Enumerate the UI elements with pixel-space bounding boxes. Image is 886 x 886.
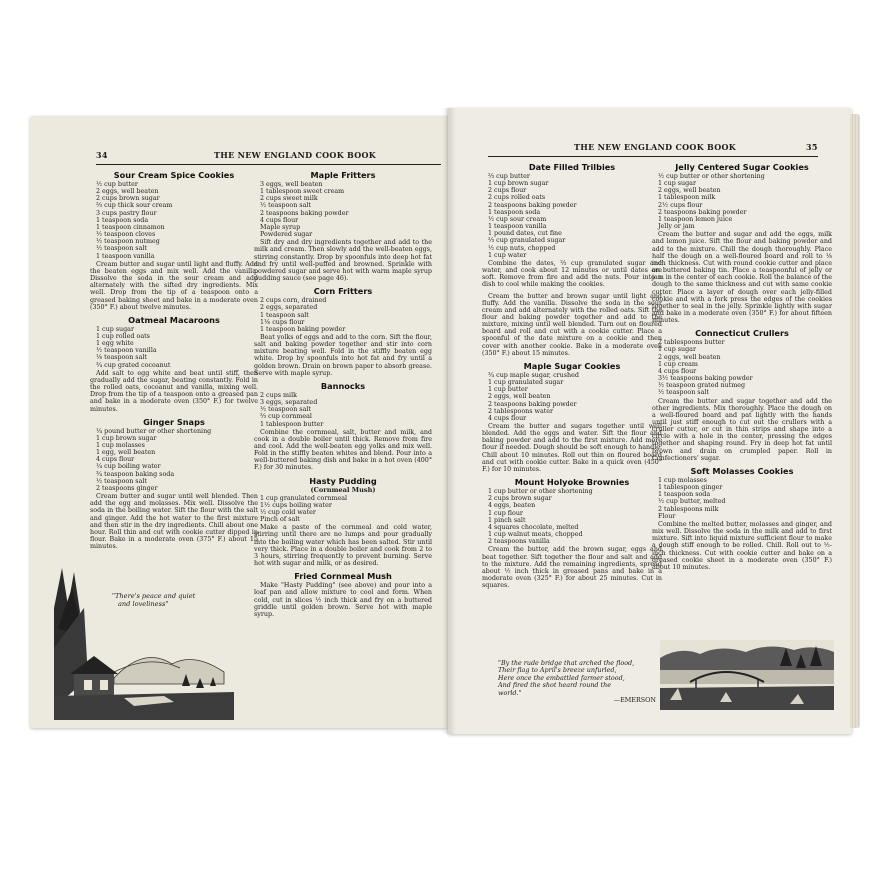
ingredient-list (254, 495, 432, 524)
ingredient-list (254, 181, 432, 238)
recipe-title: Maple Sugar Cookies (523, 360, 621, 371)
ingredient: 2 cups flour (488, 187, 527, 195)
recipe (90, 170, 258, 311)
ingredient: 1⅛ cups flour (260, 318, 305, 326)
ingredient: 2 tablespoons butter (658, 339, 725, 347)
ingredient: 1 tablespoon butter (260, 420, 324, 428)
recipe (482, 477, 662, 589)
ingredient: 4 squares chocolate, melted (488, 523, 579, 531)
quote-attribution: —EMERSON (613, 696, 656, 705)
ingredient: 1 tablespoon ginger (658, 484, 723, 492)
ingredient: 1½ cups boiling water (260, 501, 332, 509)
ingredient: 2 cups brown sugar (488, 495, 552, 503)
ingredient: ½ teaspoon grated nutmeg (658, 382, 746, 390)
left-page (30, 116, 448, 728)
recipe (652, 162, 832, 324)
recipe (254, 170, 432, 282)
recipe (254, 286, 432, 377)
ingredient: ½ teaspoon cloves (96, 231, 156, 239)
ingredient: 4 cups flour (488, 414, 527, 422)
recipe (254, 381, 432, 472)
ingredient: 2½ cups flour (658, 201, 703, 209)
recipe-method: Make "Hasty Pudding" (see above) and pour into a loaf pan and allow mixture to cool and form. When cold, cut in slices ½ inch thick and fry on a buttered griddle until golden brown. Serve hot with maple syrup. (254, 582, 432, 618)
ingredient: ¾ teaspoon baking soda (96, 470, 175, 478)
recipe (90, 315, 258, 413)
concord-bridge-illustration (660, 640, 834, 710)
recipe-method: Make a paste of the cornmeal and cold water, stirring until there are no lumps and pour gradually into the boiling water which has been salted. Stir until very thick. Place in a double boiler and cook from 2 to 3 hours, stirring frequently to prevent burning. Serve hot with sugar and milk, or as desired. (254, 524, 432, 568)
ingredient: 1 tablespoon sweet cream (260, 188, 345, 196)
recipe-method: Cream butter and sugar until well blended. Then add the egg and molasses. Mix well. Dissolve the soda in the boiling water. Sift the flour with the salt and ginger. Add the hot water to the first mixture and then stir in the dry ingredients. Chill about one hour. Roll thin and cut with cookie cutter dipped in flour. Bake in a moderate oven (375° F.) about 15 minutes. (90, 493, 258, 551)
right-page-header (488, 142, 828, 154)
ingredient: 4 cups flour (260, 216, 299, 224)
ingredient: ⅔ cup cornmeal (260, 413, 312, 421)
ingredient: 1 cup rolled oats (96, 332, 150, 340)
recipe-title: Mount Holyoke Brownies (514, 477, 630, 488)
right-column-2 (652, 162, 832, 575)
ingredient: ¾ cup maple sugar, crushed (488, 371, 579, 379)
ingredient: 1 cup walnut meats, chopped (488, 531, 583, 539)
ingredient: 1 teaspoon vanilla (488, 223, 547, 231)
book-spine (442, 108, 456, 734)
recipe-method: Cream the butter and sugar together and add the other ingredients. Mix thoroughly. Place the dough on a well-floured board and pat lightly with the hands until just stiff enough to cut out the crullers with a cruller cutter, or cut in thin strips and shape into a circle with a hole in the center, pressing the edges together and shaping round. Fry in deep hot fat until brown and drain on crumpled paper. Roll in Confectioners' sugar. (652, 397, 832, 462)
ingredient: ½ cup butter, melted (658, 498, 726, 506)
ingredient: 3 cups pastry flour (96, 209, 157, 217)
ingredient-list (482, 372, 662, 422)
ingredient: 2 teaspoons baking powder (260, 209, 349, 217)
ingredient: 1 pinch salt (488, 516, 526, 524)
ingredient: 1 egg, well beaten (96, 449, 156, 457)
recipe-method: Combine the cornmeal, salt, butter and milk, and cook in a double boiler until thick. Remove from fire and cool. Add the well-beaten egg yolks and mix well. Fold in the stiffly beaten whites and blend. Pour into a well-buttered baking dish and bake in a hot oven (400° F.) for 30 minutes. (254, 428, 432, 472)
ingredient: 2 teaspoons baking powder (488, 400, 577, 408)
recipe-title: Corn Fritters (313, 286, 373, 297)
ingredient: 4 cups flour (658, 367, 697, 375)
recipe-title: Sour Cream Spice Cookies (113, 170, 235, 180)
ingredient: ½ cup nuts, chopped (488, 244, 556, 252)
ingredient: ½ cup sour cream (488, 215, 547, 223)
ingredient: 4 eggs, beaten (488, 502, 536, 510)
ingredient: 1 teaspoon soda (488, 208, 541, 216)
ingredient: 2 cups milk (260, 391, 297, 399)
right-page (448, 108, 852, 734)
ingredient: 2 eggs, well beaten (658, 353, 721, 361)
ingredient-list (482, 488, 662, 545)
ingredient: ¼ cup boiling water (96, 463, 161, 471)
ingredient: 2 teaspoons baking powder (488, 201, 577, 209)
recipe-method: Cream the butter and sugars together until well blended. Add the eggs and water. Sift the flour and baking powder and add to the first mixture. Add more flour if needed. Dough should be soft enough to handle. Chill about 10 minutes. Roll out thin on floured board and cut with cookie cutter. Bake in a quick oven (450° F.) for 10 minutes. (482, 423, 662, 473)
ingredient: 1 teaspoon cinnamon (96, 223, 165, 231)
ingredient: ½ teaspoon nutmeg (96, 238, 160, 246)
ingredient: ¾ cup grated cocoanut (96, 361, 171, 369)
ingredient: ½ teaspoon salt (96, 477, 147, 485)
ingredient: 2 tablespoons milk (658, 505, 719, 513)
recipe-title: Maple Fritters (310, 170, 376, 180)
ingredient: 2 eggs, well beaten (658, 187, 721, 195)
right-page-number: 35 (806, 142, 818, 152)
ingredient: 1 cup flour (488, 509, 523, 517)
left-column-2 (254, 170, 432, 622)
ingredient: 2 eggs, separated (260, 304, 318, 312)
right-page-quote (498, 660, 668, 704)
ingredient: 1 teaspoon salt (260, 311, 309, 319)
right-header-rule (488, 156, 818, 157)
recipe (482, 162, 662, 357)
ingredient: 1 cup molasses (96, 442, 145, 449)
recipe-title: Jelly Centered Sugar Cookies (675, 162, 809, 172)
ingredient: 4 cups flour (96, 456, 135, 464)
ingredient: 1 teaspoon lemon juice (658, 215, 733, 223)
ingredient-list (254, 392, 432, 428)
ingredient: 1 pound dates, cut fine (488, 230, 562, 238)
ingredient: 1 cup water (488, 251, 527, 259)
ingredient: ½ teaspoon salt (260, 202, 311, 210)
right-column-1 (482, 162, 662, 593)
ingredient: Jelly or jam (658, 223, 695, 231)
right-quote-line: Their flag to April's breeze unfurled, (498, 666, 617, 675)
right-quote-line: And fired the shot heard round the (498, 681, 612, 690)
ingredient: Maple syrup (260, 223, 301, 231)
ingredient-list (90, 428, 258, 492)
ingredient: 2 teaspoons baking powder (658, 208, 747, 216)
ingredient-list (652, 173, 832, 230)
ingredient: 1 teaspoon soda (96, 216, 149, 224)
ingredient: ⅔ cup granulated sugar (488, 237, 566, 245)
ingredient: 1 cup brown sugar (96, 434, 157, 442)
left-column-1 (90, 170, 258, 554)
right-quote-line: world." (498, 688, 522, 697)
recipe (652, 328, 832, 462)
ingredient: ½ teaspoon vanilla (96, 347, 157, 355)
ingredient: ⅛ teaspoon salt (96, 354, 147, 362)
recipe-method: Cream the butter, add the brown sugar, eggs and beat together. Sift together the flour and salt and add to the mixture. Add the remaining ingredients, spread about ½ inch thick in greased pans and bake in a moderate oven (325° F.) for about 25 minutes. Cut in squares. (482, 546, 662, 590)
ingredient: ½ teaspoon salt (96, 245, 147, 253)
ingredient: ½ teaspoon salt (658, 389, 709, 397)
ingredient: ¼ pound butter or other shortening (96, 427, 212, 435)
ingredient: 3 eggs, separated (260, 399, 318, 407)
left-header-rule (96, 164, 441, 165)
recipe-method: Combine the dates, ⅔ cup granulated sugar and water, and cook about 12 minutes or until dates are soft. Remove from fire and add the nuts. Pour into a dish to cool while making the cookies. (482, 259, 662, 289)
ingredient: 1 teaspoon vanilla (96, 252, 155, 260)
ingredient: 1 cup brown sugar (488, 180, 549, 188)
ingredient: 1 cup sugar (658, 346, 696, 354)
recipe-subtitle: (Cornmeal Mush) (310, 485, 376, 494)
page-edges (850, 114, 860, 728)
ingredient-list (254, 297, 432, 333)
ingredient: 2 cups rolled oats (488, 194, 546, 202)
recipe-title: Connecticut Crullers (695, 328, 789, 339)
recipe-method: Combine the melted butter, molasses and ginger, and mix well. Dissolve the soda in the milk and add to first mixture. Sift into liquid mixture sufficient flour to make a dough stiff enough to be rolled. Chill. Roll out to ½-inch thickness. Cut with cookie cutter and bake on a greased cookie sheet in a moderate oven (350° F.) about 10 minutes. (652, 520, 832, 571)
recipe-title: Ginger Snaps (143, 416, 205, 427)
ingredient: ⅔ cup butter (488, 173, 530, 180)
ingredient: 3½ teaspoons baking powder (658, 375, 753, 383)
ingredient-list (90, 181, 258, 260)
ingredient: 2 eggs, well beaten (488, 393, 551, 401)
left-quote-line: "There's peace and quiet (112, 592, 196, 600)
left-page-number: 34 (96, 150, 108, 160)
ingredient: 2 cups sweet milk (260, 195, 318, 203)
recipe-title: Soft Molasses Cookies (690, 465, 794, 476)
ingredient: 2 cups corn, drained (260, 297, 327, 305)
ingredient: 1 cup sugar (96, 325, 134, 333)
recipe-title: Bannocks (320, 380, 366, 391)
ingredient: ⅔ cup thick sour cream (96, 202, 173, 210)
recipe-method: Beat yolks of eggs and add to the corn. Sift the flour, salt and baking powder together and stir into corn mixture beating well. Fold in the stiffly beaten egg white. Drop by spoonfuls into hot fat and fry until a golden brown. Drain on brown paper to absorb grease. Serve with maple syrup. (254, 333, 432, 377)
mountain-cabin-illustration (54, 568, 234, 720)
left-page-quote (112, 592, 222, 608)
recipe-method: Sift dry and dry ingredients together and add to the milk and cream. Then slowly add the well-beaten eggs, stirring constantly. Drop by spoonfuls into deep hot fat and fry until well-puffed and browned. Sprinkle with powdered sugar and serve hot with warm maple syrup pudding sauce (see page 46). (254, 239, 432, 283)
ingredient: 1 cup granulated sugar (488, 379, 564, 387)
ingredient: 1 cup sugar (658, 180, 696, 188)
recipe-method: Add salt to egg white and beat until stiff, then gradually add the sugar, beating constantly. Fold in the rolled oats, cocoanut and vanilla, mixing well. Drop from the tip of a teaspoon onto a greased pan and bake in a moderate oven (350° F.) for twelve minutes. (90, 369, 258, 413)
ingredient: ½ teaspoon salt (260, 406, 311, 414)
ingredient: 1 tablespoon milk (658, 194, 716, 202)
ingredient: Powdered sugar (260, 231, 313, 239)
recipe (254, 476, 432, 568)
ingredient-list (90, 326, 258, 369)
right-page-title: THE NEW ENGLAND COOK BOOK (574, 142, 737, 152)
recipe-title: Fried Cornmeal Mush (294, 571, 392, 582)
ingredient: 1 cup granulated cornmeal (260, 494, 348, 502)
recipe-method: Cream butter and sugar until light and fluffy. Add the beaten eggs and mix well. Add the vanilla. Dissolve the soda in the sour cream and add alternately with the sifted dry ingredients. Mix well. Drop from the tip of a teaspoon onto a greased baking sheet and bake in a moderate oven (350° F.) about twelve minutes. (90, 260, 258, 311)
ingredient: ½ cup butter or other shortening (658, 173, 765, 180)
ingredient-list (652, 477, 832, 520)
ingredient: 2 tablespoons water (488, 407, 554, 415)
recipe (482, 361, 662, 473)
ingredient: 2 cups brown sugar (96, 195, 160, 203)
ingredient-list (482, 173, 662, 259)
right-quote-line: "By the rude bridge that arched the flood, (498, 659, 635, 667)
ingredient: 2 teaspoons ginger (96, 484, 158, 492)
ingredient: 1 cup butter (488, 386, 528, 394)
left-quote-line: and loveliness" (118, 600, 169, 608)
recipe (90, 417, 258, 551)
recipe (652, 466, 832, 571)
right-quote-line: Here once the embattled farmer stood, (498, 673, 625, 682)
ingredient: 1 cup cream (658, 360, 698, 368)
ingredient: ½ cup butter (96, 181, 138, 188)
ingredient: ½ cup cold water (260, 508, 316, 516)
recipe-method: Cream the butter and brown sugar until light and fluffy. Add the vanilla. Dissolve the soda in the sour cream and add alternately with the rolled oats. Sift the flour and baking powder together and add to the mixture, mixing until well blended. Turn out on floured board and roll and cut with a cookie cutter. Place a spoonful of the date mixture on a cookie and then cover with another cookie. Bake in a moderate oven (350° F.) about 15 minutes. (482, 292, 662, 357)
left-page-header (96, 150, 436, 162)
recipe-title: Hasty Pudding (309, 475, 377, 486)
open-cookbook (30, 108, 862, 734)
ingredient: 1 teaspoon soda (658, 491, 711, 499)
left-page-title: THE NEW ENGLAND COOK BOOK (214, 150, 377, 160)
ingredient: 1 teaspoon baking powder (260, 325, 346, 333)
ingredient-list (652, 339, 832, 396)
ingredient: Pinch of salt (260, 516, 300, 524)
recipe-title: Date Filled Trilbies (528, 162, 616, 172)
ingredient: 2 eggs, well beaten (96, 188, 159, 196)
ingredient: 1 egg white (96, 340, 134, 348)
ingredient: 1 cup butter or other shortening (488, 488, 593, 496)
recipe (254, 571, 432, 618)
ingredient: Flour (658, 512, 676, 520)
ingredient: 2 teaspoons vanilla (488, 538, 550, 546)
recipe-title: Oatmeal Macaroons (128, 314, 220, 325)
ingredient: 3 eggs, well beaten (260, 181, 323, 188)
ingredient: 1 cup molasses (658, 476, 707, 484)
recipe-method: Cream the butter and sugar and add the eggs, milk and lemon juice. Sift the flour and baking powder and add to the mixture. Chill the dough thoroughly. Place half the dough on a well-floured board and roll to ⅛ inch thickness. Cut with round cookie cutter and place on buttered baking tin. Place a teaspoonful of jelly or jam in the center of each cookie. Roll the balance of the dough to the same thickness and cut with same cookie cutter. Place a layer of dough over each jelly-filled cookie and with a fork press the edges of the cookies together to seal in the jelly. Sprinkle lightly with sugar and bake in a moderate oven (350° F.) for about fifteen minutes. (652, 231, 833, 325)
